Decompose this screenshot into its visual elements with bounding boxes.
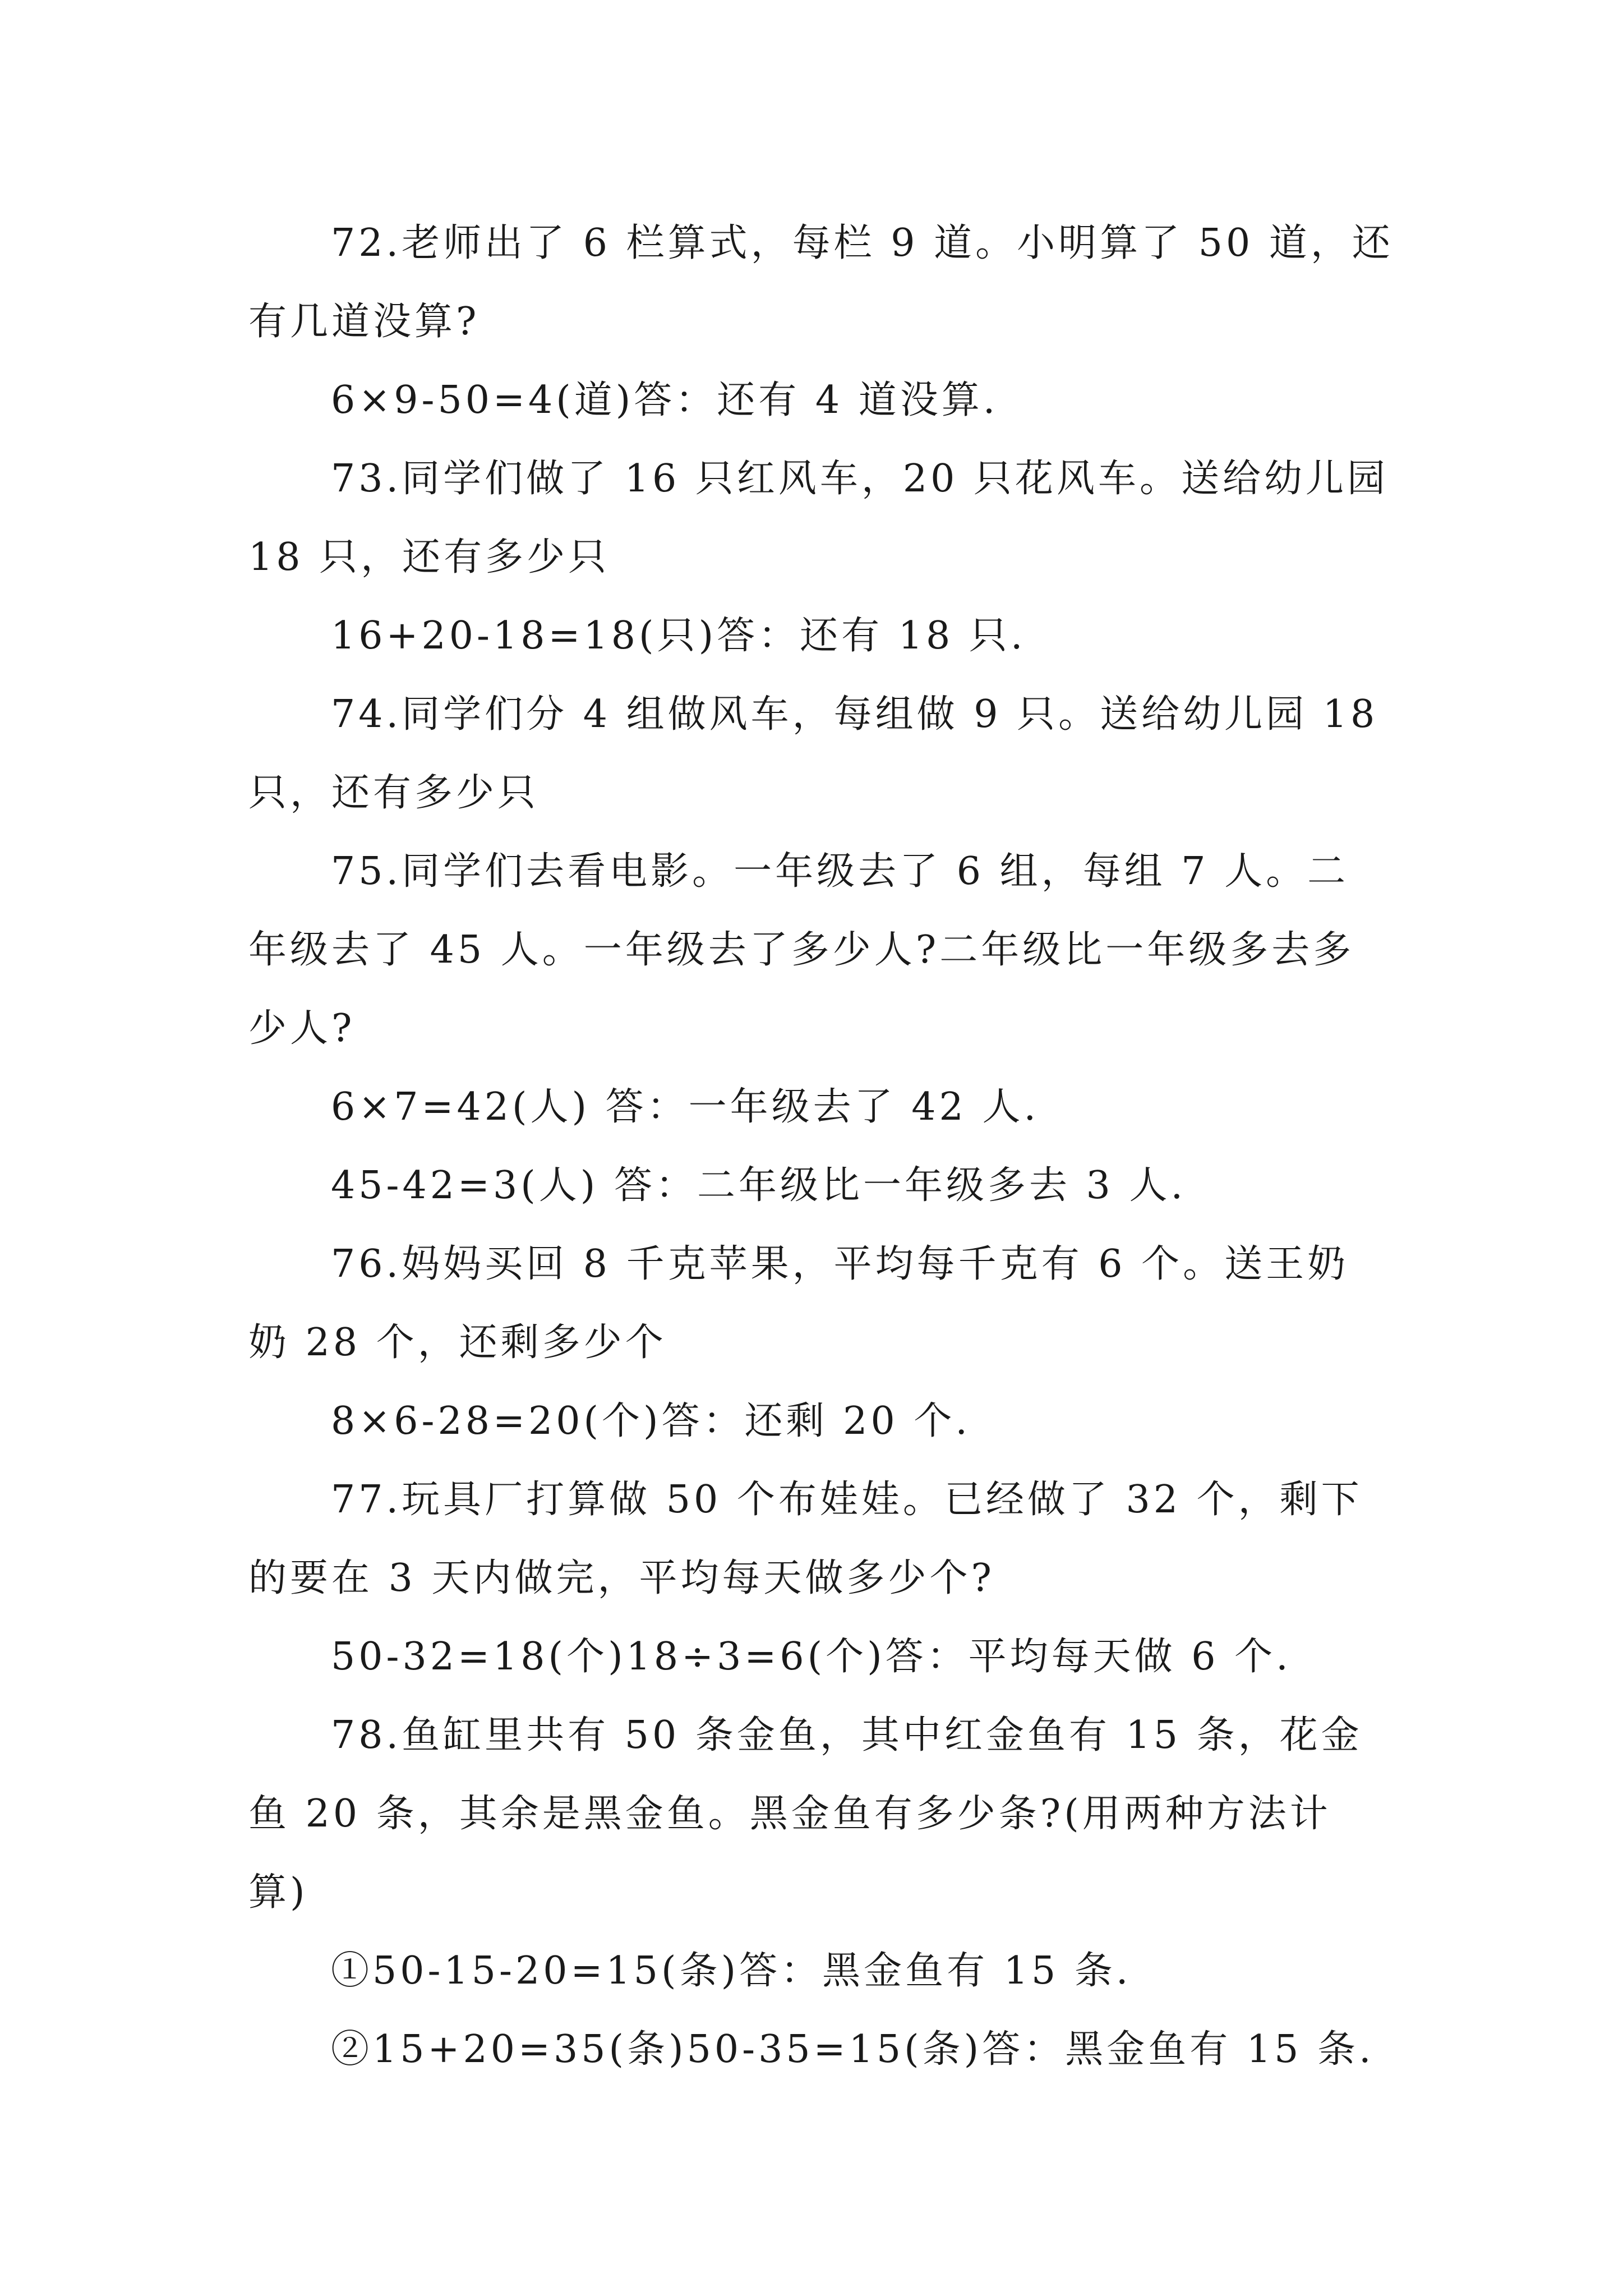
problem-75-answer-1: 6×7=42(人) 答：一年级去了 42 人. (331, 1085, 1040, 1129)
problem-75-text-line-2: 年级去了 45 人。一年级去了多少人?二年级比一年级多去多 (248, 928, 1355, 972)
problem-75-answer-2: 45-42=3(人) 答：二年级比一年级多去 3 人. (331, 1163, 1187, 1208)
problem-74-text-line-2: 只，还有多少只 (248, 771, 540, 815)
problem-75-text-line-1: 75.同学们去看电影。一年级去了 6 组，每组 7 人。二 (331, 849, 1349, 894)
problem-77-text-line-1: 77.玩具厂打算做 50 个布娃娃。已经做了 32 个，剩下 (331, 1478, 1363, 1522)
problem-73-answer: 16+20-18=18(只)答：还有 18 只. (331, 614, 1026, 658)
problem-77-text-line-2: 的要在 3 天内做完，平均每天做多少个? (248, 1556, 995, 1600)
problem-78-text-line-2: 鱼 20 条，其余是黑金鱼。黑金鱼有多少条?(用两种方法计 (248, 1792, 1331, 1836)
problem-72-text-line-1: 72.老师出了 6 栏算式，每栏 9 道。小明算了 50 道，还 (331, 221, 1394, 265)
problem-73-text-line-1: 73.同学们做了 16 只红风车，20 只花风车。送给幼儿园 (331, 457, 1389, 501)
problem-77-answer: 50-32=18(个)18÷3=6(个)答：平均每天做 6 个. (331, 1635, 1292, 1679)
problem-76-text-line-2: 奶 28 个，还剩多少个 (248, 1320, 667, 1365)
problem-76-answer: 8×6-28=20(个)答：还剩 20 个. (331, 1399, 971, 1443)
problem-75-text-line-3: 少人? (248, 1006, 356, 1051)
problem-72-text-line-2: 有几道没算? (248, 300, 480, 344)
problem-73-text-line-2: 18 只，还有多少只 (248, 535, 610, 579)
problem-78-text-line-3: 算) (248, 1870, 308, 1915)
problem-76-text-line-1: 76.妈妈买回 8 千克苹果，平均每千克有 6 个。送王奶 (331, 1242, 1349, 1286)
problem-78-answer-2: ②15+20=35(条)50-35=15(条)答：黑金鱼有 15 条. (331, 2027, 1375, 2072)
problem-72-answer: 6×9-50=4(道)答：还有 4 道没算. (331, 378, 999, 422)
problem-74-text-line-1: 74.同学们分 4 组做风车，每组做 9 只。送给幼儿园 18 (331, 692, 1378, 737)
problem-78-answer-1: ①50-15-20=15(条)答：黑金鱼有 15 条. (331, 1949, 1132, 1993)
problem-78-text-line-1: 78.鱼缸里共有 50 条金鱼，其中红金鱼有 15 条，花金 (331, 1713, 1363, 1757)
